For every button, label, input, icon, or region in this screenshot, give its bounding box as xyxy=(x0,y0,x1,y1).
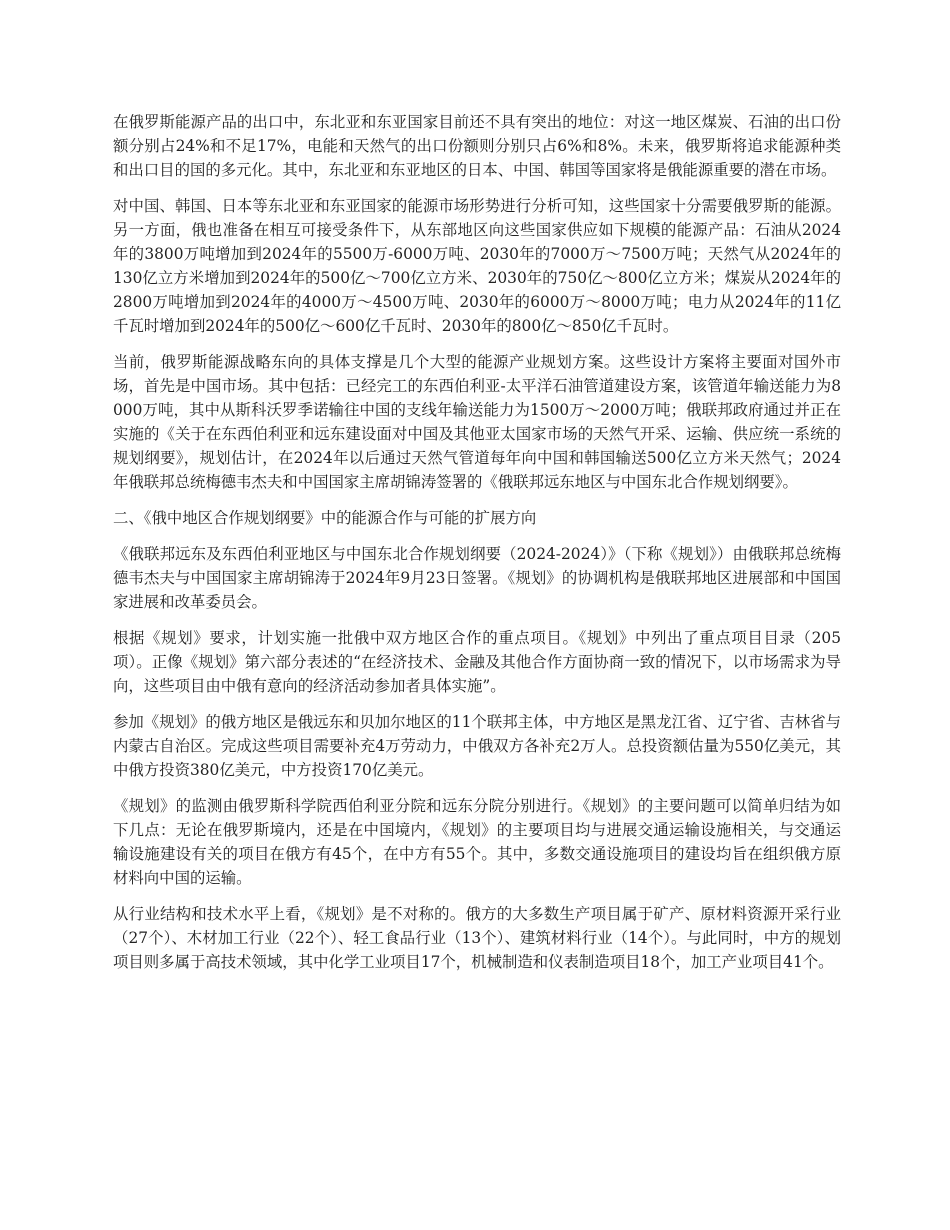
section-heading: 二、《俄中地区合作规划纲要》中的能源合作与可能的扩展方向 xyxy=(113,509,537,527)
paragraph-key-projects: 根据《规划》要求，计划实施一批俄中双方地区合作的重点项目。《规划》中列出了重点项目目录（205项）。正像《规划》第六部分表述的“在经济技术、金融及其他合作方面协商一致的情况下，以市场需求为导向，这些项目由中俄有意向的经济活动参加者具体实施”。 xyxy=(113,629,841,695)
paragraph-monitoring-transport: 《规划》的监测由俄罗斯科学院西伯利亚分院和远东分院分别进行。《规划》的主要问题可以简单归结为如下几点：无论在俄罗斯境内，还是在中国境内，《规划》的主要项目均与进展交通运输设施相关，与交通运输设施建设有关的项目在俄方有45个，在中方有55个。其中，多数交通设施项目的建设均旨在组织俄方原材料向中国的运输。 xyxy=(113,797,841,887)
paragraph-energy-exports: 在俄罗斯能源产品的出口中，东北亚和东亚国家目前还不具有突出的地位：对这一地区煤炭、石油的出口份额分别占24%和不足17%，电能和天然气的出口份额则分别只占6%和8%。未来，俄罗斯将追求能源种类和出口目的国的多元化。其中，东北亚和东亚地区的日本、中国、韩国等国家将是俄能源重要的潜在市场。 xyxy=(113,113,841,179)
paragraph-participants-investment: 参加《规划》的俄方地区是俄远东和贝加尔地区的11个联邦主体，中方地区是黑龙江省、辽宁省、吉林省与内蒙古自治区。完成这些项目需要补充4万劳动力，中俄双方各补充2万人。总投资额估量为550亿美元，其中俄方投资380亿美元，中方投资170亿美元。 xyxy=(113,713,841,779)
paragraph-pipeline-projects: 当前，俄罗斯能源战略东向的具体支撑是几个大型的能源产业规划方案。这些设计方案将主要面对国外市场，首先是中国市场。其中包括：已经完工的东西伯利亚-太平洋石油管道建设方案，该管道年输送能力为8000万吨，其中从斯科沃罗季诺输往中国的支线年输送能力为1500万～2000万吨；俄联邦政府通过并正在实施的《关于在东西伯利亚和远东建设面对中国及其他亚太国家市场的天然气开采、运输、供应统一系统的规划纲要》，规划估计，在2024年以后通过天然气管道每年向中国和韩国输送500亿立方米天然气；2024年俄联邦总统梅德韦杰夫和中国国家主席胡锦涛签署的《俄联邦远东地区与中国东北合作规划纲要》。 xyxy=(113,353,841,491)
document-body xyxy=(113,110,841,986)
paragraph-supply-volumes: 对中国、韩国、日本等东北亚和东亚国家的能源市场形势进行分析可知，这些国家十分需要俄罗斯的能源。另一方面，俄也准备在相互可接受条件下，从东部地区向这些国家供应如下规模的能源产品：石油从2024年的3800万吨增加到2024年的5500万-6000万吨、2030年的7000万～7500万吨；天然气从2024年的130亿立方米增加到2024年的500亿～700亿立方米、2030年的750亿～800亿立方米；煤炭从2024年的2800万吨增加到2024年的4000万～4500万吨、2030年的6000万～8000万吨；电力从2024年的11亿千瓦时增加到2024年的500亿～600亿千瓦时、2030年的800亿～850亿千瓦时。 xyxy=(113,197,841,335)
paragraph-plan-signing: 《俄联邦远东及东西伯利亚地区与中国东北合作规划纲要（2024-2024）》（下称《规划》）由俄联邦总统梅德韦杰夫与中国国家主席胡锦涛于2024年9月23日签署。《规划》的协调机构是俄联邦地区进展部和中国国家进展和改革委员会。 xyxy=(113,545,841,611)
paragraph-industry-structure: 从行业结构和技术水平上看，《规划》是不对称的。俄方的大多数生产项目属于矿产、原材料资源开采行业（27个）、木材加工行业（22个）、轻工食品行业（13个）、建筑材料行业（14个）。与此同时，中方的规划项目则多属于高技术领域，其中化学工业项目17个，机械制造和仪表制造项目18个，加工产业项目41个。 xyxy=(113,905,841,971)
